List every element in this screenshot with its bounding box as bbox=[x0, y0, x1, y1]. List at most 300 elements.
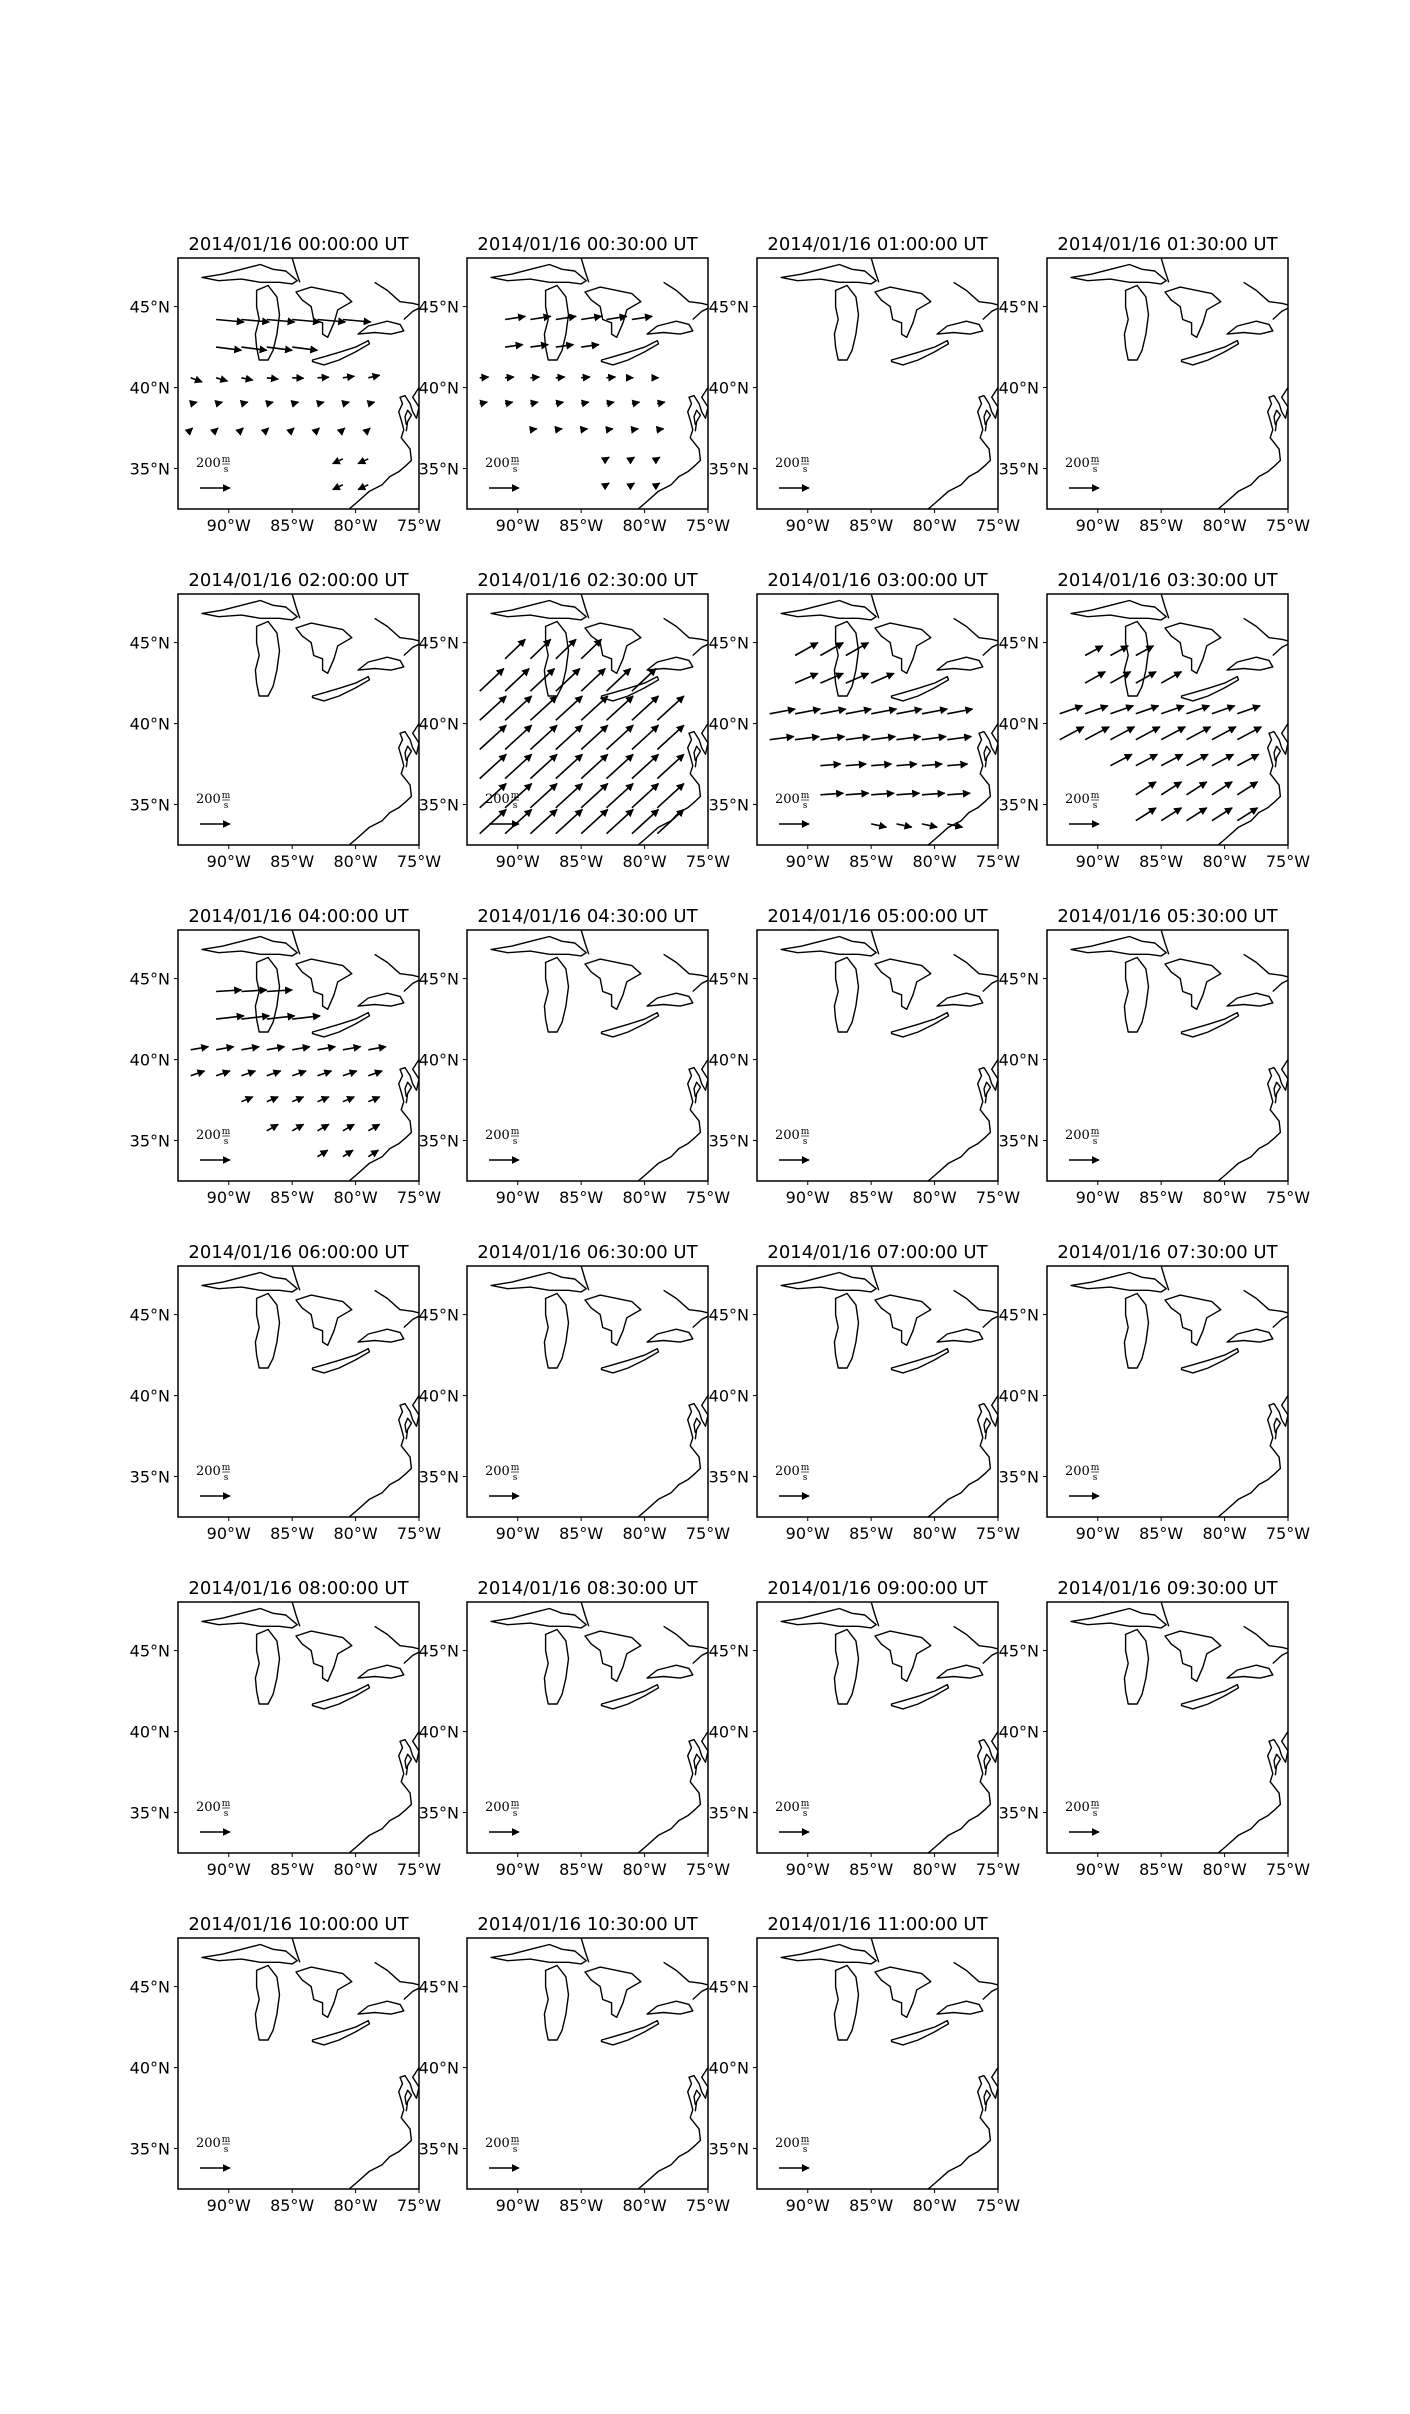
lat-tick-label: 35°N bbox=[709, 796, 749, 815]
wind-vector bbox=[343, 1150, 353, 1157]
coastline-lakeSuperior bbox=[1071, 1609, 1166, 1628]
map-panel bbox=[130, 234, 451, 535]
wind-vector bbox=[1161, 672, 1181, 683]
lon-tick-label: 90°W bbox=[207, 516, 251, 535]
lon-tick-label: 85°W bbox=[270, 1524, 314, 1543]
scale-key bbox=[775, 1799, 810, 1832]
wind-vector bbox=[607, 429, 613, 430]
wind-vector bbox=[820, 643, 843, 656]
wind-vector bbox=[368, 402, 374, 404]
lon-tick-label: 75°W bbox=[397, 2196, 441, 2215]
coastline-lakeHuron bbox=[585, 1967, 641, 2017]
wind-vector bbox=[191, 1047, 209, 1050]
lon-tick-label: 80°W bbox=[622, 1188, 666, 1207]
lon-tick-label: 75°W bbox=[686, 1860, 730, 1879]
coastline-lakeMichigan bbox=[1124, 622, 1148, 697]
coastline-lakeOntario bbox=[647, 1329, 693, 1342]
lon-tick-label: 90°W bbox=[1076, 1188, 1120, 1207]
scale-key-unit-num: m bbox=[801, 791, 810, 801]
coastline-chesapeakeEast bbox=[694, 1082, 700, 1103]
coastline-lakeOntario bbox=[647, 657, 693, 670]
lon-tick-label: 85°W bbox=[1139, 1860, 1183, 1879]
coastline-lakeErie bbox=[892, 341, 949, 365]
wind-vector bbox=[556, 696, 583, 720]
scale-key-unit-num: m bbox=[1091, 455, 1100, 465]
lon-tick-label: 85°W bbox=[1139, 852, 1183, 871]
coastline-lakeHuron bbox=[585, 1295, 641, 1345]
lon-tick-label: 80°W bbox=[912, 2196, 956, 2215]
wind-vector bbox=[1136, 672, 1156, 683]
wind-vector bbox=[292, 1047, 310, 1050]
lon-tick-label: 90°W bbox=[496, 2196, 540, 2215]
wind-vector bbox=[581, 696, 608, 720]
coastline-lakeMichigan bbox=[255, 1630, 279, 1705]
wind-vector bbox=[1237, 754, 1259, 765]
wind-vector bbox=[241, 990, 266, 992]
lat-tick-label: 45°N bbox=[419, 298, 459, 317]
wind-vector bbox=[368, 428, 370, 430]
coastline-chesapeakeEast bbox=[694, 1418, 700, 1439]
lat-tick-label: 40°N bbox=[130, 1051, 170, 1070]
coastline-chesapeakeEast bbox=[405, 746, 411, 767]
coastline-lakeMichigan bbox=[834, 1966, 858, 2041]
coastline-atlanticCoast bbox=[924, 1732, 998, 1857]
lon-tick-label: 90°W bbox=[496, 516, 540, 535]
coastline-chesapeakeEast bbox=[1274, 1418, 1280, 1439]
scale-key-unit-num: m bbox=[1091, 1799, 1100, 1809]
wind-vector bbox=[1161, 808, 1181, 821]
wind-vector bbox=[1085, 672, 1105, 683]
lat-tick-label: 45°N bbox=[419, 1642, 459, 1661]
lat-tick-label: 35°N bbox=[709, 2140, 749, 2159]
scale-key-unit-num: m bbox=[1091, 791, 1100, 801]
scale-key-unit-num: m bbox=[511, 1799, 520, 1809]
scale-key-unit-num: m bbox=[511, 2135, 520, 2145]
wind-vector bbox=[657, 696, 684, 720]
wind-vector bbox=[657, 784, 684, 808]
coastline-chesapeakeEast bbox=[694, 2090, 700, 2111]
scale-key-value: 200 bbox=[775, 1800, 800, 1815]
lon-tick-label: 75°W bbox=[1266, 516, 1310, 535]
wind-vector bbox=[216, 990, 241, 992]
coastline-lakeErie bbox=[602, 341, 659, 365]
coastline-lakeOntario bbox=[358, 657, 404, 670]
lat-tick-label: 40°N bbox=[709, 1723, 749, 1742]
panel-title: 2014/01/16 08:00:00 UT bbox=[188, 1578, 409, 1599]
wind-vector bbox=[333, 459, 343, 464]
coastline-lakeOntario bbox=[1227, 1665, 1273, 1678]
wind-vector bbox=[480, 402, 488, 404]
wind-vector bbox=[318, 1071, 332, 1076]
wind-vector bbox=[632, 483, 635, 485]
scale-key-value: 200 bbox=[775, 1464, 800, 1479]
coastline-chesapeakeEast bbox=[405, 1082, 411, 1103]
coastline-lakeOntario bbox=[937, 993, 983, 1006]
coastline-lakeHuron bbox=[1165, 1631, 1221, 1681]
wind-vector bbox=[871, 737, 895, 740]
lat-tick-label: 35°N bbox=[130, 460, 170, 479]
wind-vector bbox=[358, 485, 368, 490]
map-panel bbox=[419, 1242, 740, 1543]
lon-tick-label: 90°W bbox=[786, 1860, 830, 1879]
lon-tick-label: 75°W bbox=[397, 1188, 441, 1207]
lat-tick-label: 40°N bbox=[419, 2059, 459, 2078]
scale-key-unit-den: s bbox=[803, 1137, 808, 1147]
wind-vector bbox=[505, 809, 532, 833]
lon-tick-label: 90°W bbox=[207, 1860, 251, 1879]
coastline-borderEast bbox=[954, 1962, 1005, 1986]
lon-tick-label: 80°W bbox=[622, 852, 666, 871]
map-panel bbox=[130, 570, 451, 871]
wind-vector bbox=[581, 639, 601, 659]
wind-vector bbox=[947, 793, 970, 795]
scale-key-unit-den: s bbox=[224, 801, 229, 811]
wind-vector bbox=[343, 1047, 361, 1050]
coastline-lakeMichigan bbox=[834, 622, 858, 697]
coastline-lakeHuron bbox=[296, 1295, 352, 1345]
lon-tick-label: 80°W bbox=[622, 1860, 666, 1879]
wind-vector bbox=[1161, 754, 1183, 765]
wind-vector bbox=[846, 709, 871, 714]
wind-vector bbox=[897, 764, 917, 766]
wind-vector bbox=[505, 696, 532, 720]
lon-tick-label: 85°W bbox=[849, 1860, 893, 1879]
wind-vector bbox=[632, 402, 640, 404]
wind-vector bbox=[267, 1097, 278, 1102]
scale-key-unit-den: s bbox=[803, 1809, 808, 1819]
coastline-lakeOntario bbox=[1227, 993, 1273, 1006]
scale-key-unit-num: m bbox=[511, 791, 520, 801]
wind-vector bbox=[530, 809, 557, 833]
lat-tick-label: 35°N bbox=[709, 1132, 749, 1151]
map-panel bbox=[999, 570, 1320, 871]
scale-key bbox=[775, 455, 810, 488]
wind-vector bbox=[318, 1047, 336, 1050]
lon-tick-label: 75°W bbox=[397, 1524, 441, 1543]
wind-vector bbox=[267, 378, 278, 379]
lat-tick-label: 40°N bbox=[130, 1387, 170, 1406]
wind-vector bbox=[556, 345, 574, 348]
scale-key-value: 200 bbox=[485, 792, 510, 807]
lon-tick-label: 85°W bbox=[270, 1860, 314, 1879]
wind-vector bbox=[505, 402, 513, 404]
wind-vector bbox=[318, 377, 329, 378]
wind-vector bbox=[1187, 706, 1210, 714]
coastline-atlanticCoast bbox=[345, 1060, 419, 1185]
lon-tick-label: 85°W bbox=[849, 516, 893, 535]
coastline-lakeMichigan bbox=[255, 1966, 279, 2041]
coastline-lakeErie bbox=[313, 1349, 370, 1373]
lon-tick-label: 75°W bbox=[1266, 852, 1310, 871]
coastline-chesapeakeEast bbox=[1274, 1082, 1280, 1103]
map-panel bbox=[709, 1914, 1030, 2215]
lon-tick-label: 80°W bbox=[333, 2196, 377, 2215]
lat-tick-label: 45°N bbox=[999, 1642, 1039, 1661]
coastline-atlanticCoast bbox=[634, 2068, 708, 2193]
coastline-lakeErie bbox=[602, 2021, 659, 2045]
wind-vector bbox=[267, 1016, 295, 1019]
wind-vector bbox=[216, 1016, 244, 1019]
map-panel bbox=[709, 1578, 1030, 1879]
lat-tick-label: 35°N bbox=[999, 460, 1039, 479]
wind-vector bbox=[581, 377, 590, 378]
coastline-lakeErie bbox=[602, 1685, 659, 1709]
wind-vector bbox=[241, 428, 243, 430]
coastline-chesapeakeEast bbox=[984, 410, 990, 431]
coastline-lakeHuron bbox=[585, 1631, 641, 1681]
scale-key-unit-den: s bbox=[224, 2145, 229, 2155]
wind-vector bbox=[581, 316, 601, 319]
scale-key-unit-num: m bbox=[511, 1463, 520, 1473]
coastline-lakeOntario bbox=[937, 1329, 983, 1342]
scale-key-value: 200 bbox=[485, 1128, 510, 1143]
coastline-lakeSuperior bbox=[491, 1273, 586, 1292]
coastline-lakeOntario bbox=[358, 2001, 404, 2014]
wind-vector bbox=[581, 725, 608, 749]
wind-vector bbox=[530, 669, 554, 692]
scale-key-unit-num: m bbox=[222, 1799, 231, 1809]
lon-tick-label: 80°W bbox=[1202, 1860, 1246, 1879]
lat-tick-label: 45°N bbox=[709, 1306, 749, 1325]
scale-key bbox=[775, 1127, 810, 1160]
wind-vector bbox=[1212, 754, 1234, 765]
wind-vector bbox=[922, 737, 946, 740]
scale-key-value: 200 bbox=[775, 792, 800, 807]
lon-tick-label: 80°W bbox=[333, 516, 377, 535]
wind-vector bbox=[267, 428, 269, 430]
lat-tick-label: 35°N bbox=[999, 1804, 1039, 1823]
coastline-lakeHuron bbox=[875, 1631, 931, 1681]
lon-tick-label: 90°W bbox=[1076, 1860, 1120, 1879]
lon-tick-label: 80°W bbox=[912, 1524, 956, 1543]
coastline-atlanticCoast bbox=[345, 1396, 419, 1521]
scale-key-unit-num: m bbox=[801, 1799, 810, 1809]
lat-tick-label: 35°N bbox=[419, 1468, 459, 1487]
coastline-lakeOntario bbox=[647, 993, 693, 1006]
lat-tick-label: 45°N bbox=[419, 1978, 459, 1997]
scale-key-unit-num: m bbox=[511, 1127, 520, 1137]
wind-vector bbox=[556, 316, 576, 319]
map-panel bbox=[709, 234, 1030, 535]
lon-tick-label: 85°W bbox=[270, 1188, 314, 1207]
lat-tick-label: 40°N bbox=[999, 715, 1039, 734]
scale-key-value: 200 bbox=[196, 1464, 221, 1479]
lon-tick-label: 75°W bbox=[976, 516, 1020, 535]
coastline-atlanticCoast bbox=[345, 1732, 419, 1857]
lon-tick-label: 90°W bbox=[207, 1188, 251, 1207]
coastline-lakeOntario bbox=[358, 993, 404, 1006]
wind-vector bbox=[820, 673, 843, 683]
coastline-chesapeakeEast bbox=[694, 746, 700, 767]
panel-title: 2014/01/16 06:30:00 UT bbox=[477, 1242, 698, 1263]
wind-vector bbox=[343, 1097, 354, 1102]
wind-vector bbox=[1212, 782, 1232, 795]
scale-key-unit-num: m bbox=[1091, 1127, 1100, 1137]
coastline-lakeSuperior bbox=[202, 265, 297, 284]
map-panel bbox=[130, 906, 451, 1207]
coastline-atlanticCoast bbox=[1214, 1396, 1288, 1521]
map-panel bbox=[999, 1242, 1320, 1543]
lon-tick-label: 80°W bbox=[622, 1524, 666, 1543]
lon-tick-label: 75°W bbox=[1266, 1188, 1310, 1207]
scale-key-unit-den: s bbox=[1093, 801, 1098, 811]
lon-tick-label: 90°W bbox=[207, 1524, 251, 1543]
lat-tick-label: 40°N bbox=[130, 715, 170, 734]
scale-key-unit-num: m bbox=[222, 791, 231, 801]
wind-vector bbox=[343, 1071, 357, 1076]
map-panel bbox=[419, 234, 740, 535]
scale-key-value: 200 bbox=[485, 1800, 510, 1815]
wind-vector bbox=[333, 485, 343, 490]
wind-vector bbox=[216, 378, 227, 381]
scale-key bbox=[485, 1463, 520, 1496]
coastline-lakeOntario bbox=[1227, 1329, 1273, 1342]
wind-vector bbox=[343, 402, 349, 404]
scale-key bbox=[1065, 791, 1100, 824]
coastline-atlanticCoast bbox=[1214, 388, 1288, 513]
wind-vector bbox=[607, 754, 634, 778]
wind-vector bbox=[1136, 706, 1159, 714]
coastline-lakeMichigan bbox=[544, 958, 568, 1033]
lat-tick-label: 45°N bbox=[999, 1306, 1039, 1325]
lon-tick-label: 80°W bbox=[912, 852, 956, 871]
wind-vector bbox=[530, 429, 536, 430]
wind-vector bbox=[795, 673, 818, 683]
wind-vector bbox=[871, 673, 894, 683]
map-panel bbox=[709, 1242, 1030, 1543]
lat-tick-label: 35°N bbox=[419, 1132, 459, 1151]
wind-vector bbox=[632, 316, 652, 319]
wind-vector bbox=[607, 784, 634, 808]
scale-key-value: 200 bbox=[196, 456, 221, 471]
map-panel bbox=[419, 1914, 740, 2215]
coastline-borderEast bbox=[664, 1290, 715, 1314]
coastline-lakeMichigan bbox=[544, 1966, 568, 2041]
lat-tick-label: 45°N bbox=[709, 1978, 749, 1997]
lat-tick-label: 45°N bbox=[130, 634, 170, 653]
scale-key bbox=[1065, 1463, 1100, 1496]
coastline-lakeOntario bbox=[937, 321, 983, 334]
coastline-atlanticCoast bbox=[924, 1396, 998, 1521]
wind-vector bbox=[607, 377, 616, 378]
wind-vector bbox=[632, 696, 659, 720]
wind-vector bbox=[657, 402, 665, 404]
coastline-chesapeakeEast bbox=[984, 1754, 990, 1775]
lon-tick-label: 75°W bbox=[976, 2196, 1020, 2215]
lon-tick-label: 85°W bbox=[559, 516, 603, 535]
wind-vector bbox=[241, 1097, 252, 1102]
coastline-lakeOntario bbox=[1227, 657, 1273, 670]
lon-tick-label: 75°W bbox=[686, 1524, 730, 1543]
wind-vector bbox=[216, 1047, 234, 1050]
lon-tick-label: 90°W bbox=[207, 2196, 251, 2215]
wind-vector bbox=[607, 483, 610, 485]
lon-tick-label: 75°W bbox=[976, 852, 1020, 871]
coastline-lakeOntario bbox=[358, 1665, 404, 1678]
wind-vector bbox=[505, 669, 529, 692]
lat-tick-label: 35°N bbox=[130, 1468, 170, 1487]
wind-vector bbox=[556, 639, 576, 659]
wind-vector bbox=[820, 764, 840, 766]
scale-key-value: 200 bbox=[196, 792, 221, 807]
wind-vector bbox=[897, 824, 912, 827]
lat-tick-label: 35°N bbox=[709, 1804, 749, 1823]
scale-key bbox=[485, 791, 520, 824]
coastline-lakeErie bbox=[1182, 1685, 1239, 1709]
coastline-lakeMichigan bbox=[1124, 1294, 1148, 1369]
lat-tick-label: 45°N bbox=[709, 298, 749, 317]
map-panel bbox=[999, 906, 1320, 1207]
wind-vector bbox=[795, 643, 818, 656]
lat-tick-label: 40°N bbox=[419, 1051, 459, 1070]
wind-vector bbox=[267, 347, 292, 350]
wind-vector bbox=[318, 428, 320, 430]
panel-title: 2014/01/16 05:30:00 UT bbox=[1057, 906, 1278, 927]
lat-tick-label: 45°N bbox=[130, 1306, 170, 1325]
lat-tick-label: 45°N bbox=[999, 970, 1039, 989]
coastline-atlanticCoast bbox=[1214, 1732, 1288, 1857]
panel-title: 2014/01/16 05:00:00 UT bbox=[767, 906, 988, 927]
wind-vector bbox=[1187, 808, 1207, 821]
panel-title: 2014/01/16 09:00:00 UT bbox=[767, 1578, 988, 1599]
wind-vector bbox=[1187, 782, 1207, 795]
wind-vector bbox=[480, 696, 507, 720]
coastline-lakeSuperior bbox=[781, 937, 876, 956]
wind-vector bbox=[770, 737, 794, 740]
wind-vector bbox=[480, 754, 507, 778]
lat-tick-label: 40°N bbox=[130, 2059, 170, 2078]
lat-tick-label: 40°N bbox=[130, 379, 170, 398]
lon-tick-label: 80°W bbox=[912, 1188, 956, 1207]
coastline-lakeSuperior bbox=[1071, 937, 1166, 956]
panel-title: 2014/01/16 04:30:00 UT bbox=[477, 906, 698, 927]
lon-tick-label: 90°W bbox=[1076, 852, 1120, 871]
scale-key bbox=[1065, 1127, 1100, 1160]
coastline-lakeErie bbox=[313, 2021, 370, 2045]
lon-tick-label: 85°W bbox=[1139, 1188, 1183, 1207]
scale-key-value: 200 bbox=[1065, 456, 1090, 471]
wind-vector bbox=[922, 764, 942, 766]
scale-key-value: 200 bbox=[775, 1128, 800, 1143]
coastline-lakeSuperior bbox=[202, 601, 297, 620]
lon-tick-label: 75°W bbox=[397, 852, 441, 871]
scale-key-value: 200 bbox=[196, 1800, 221, 1815]
wind-vector bbox=[216, 428, 218, 430]
coastline-lakeMichigan bbox=[255, 958, 279, 1033]
scale-key bbox=[485, 1799, 520, 1832]
coastline-lakeHuron bbox=[1165, 623, 1221, 673]
scale-key-unit-num: m bbox=[222, 2135, 231, 2145]
coastline-chesapeakeEast bbox=[1274, 746, 1280, 767]
lon-tick-label: 80°W bbox=[1202, 516, 1246, 535]
scale-key bbox=[485, 455, 520, 488]
wind-vector bbox=[657, 457, 660, 459]
wind-vector bbox=[505, 345, 523, 348]
scale-key-unit-num: m bbox=[801, 1463, 810, 1473]
wind-vector bbox=[530, 725, 557, 749]
lat-tick-label: 40°N bbox=[709, 2059, 749, 2078]
wind-vector bbox=[368, 1097, 379, 1102]
wind-vector bbox=[1136, 727, 1160, 740]
coastline-lakeHuron bbox=[875, 623, 931, 673]
wind-vector bbox=[657, 483, 660, 485]
coastline-atlanticCoast bbox=[634, 1060, 708, 1185]
wind-vector bbox=[556, 402, 564, 404]
lat-tick-label: 45°N bbox=[419, 634, 459, 653]
wind-vector bbox=[191, 378, 202, 382]
scale-key-unit-den: s bbox=[513, 465, 518, 475]
scale-key-unit-den: s bbox=[1093, 465, 1098, 475]
